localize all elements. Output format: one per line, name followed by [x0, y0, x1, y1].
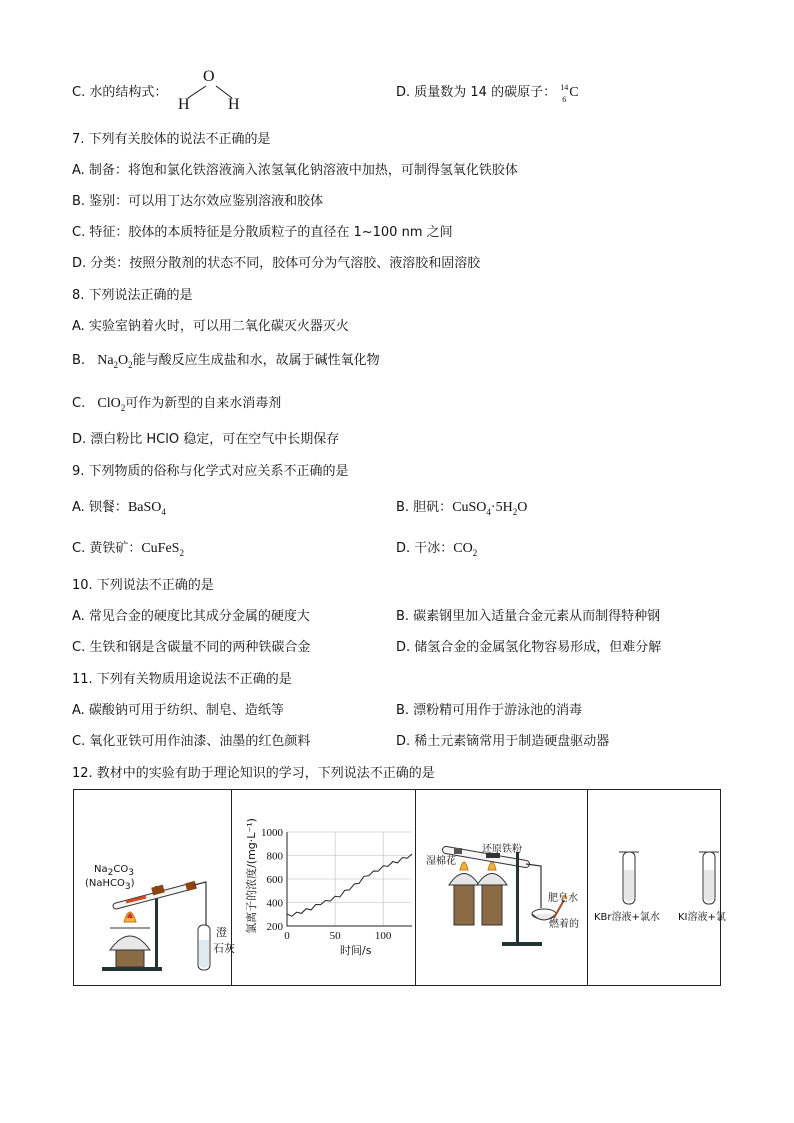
q9-option-c-text: C. 黄铁矿：: [72, 541, 142, 556]
q11-stem: 11. 下列有关物质用途说法不正确的是: [72, 672, 292, 687]
co-subscript: 2: [472, 547, 478, 558]
q8-option-b-formula: [97, 353, 132, 368]
chart-y-tick-label: 600: [266, 874, 283, 886]
q8-option-c: [72, 396, 281, 412]
water-structure-formula: [170, 66, 250, 118]
chart-y-tick-label: 800: [266, 850, 283, 863]
q7-option-c: C. 特征：胶体的本质特征是分散质粒子的直径在 1~100 nm 之间: [72, 225, 453, 240]
na-label-sub-1: 2: [107, 868, 114, 878]
chart-y-axis-label: 氯离子的浓度/(mg·L⁻¹): [244, 818, 258, 934]
na-symbol: Na: [97, 353, 114, 368]
q10-option-c: C. 生铁和钢是含碳量不同的两种铁碳合金: [72, 640, 311, 655]
nahco-label-sub: 3: [124, 882, 131, 892]
cufes-symbol: CuFeS: [141, 541, 180, 556]
carbon-symbol: C: [569, 85, 579, 100]
chloride-line-chart: [232, 790, 415, 985]
q11-option-c: C. 氧化亚铁可用作油漆、油墨的红色颜料: [72, 734, 311, 749]
water-o-atom: O: [203, 68, 215, 85]
q10-option-b: B. 碳素钢里加入适量合金元素从而制得特种钢: [396, 609, 661, 624]
ki-tube-label: KI溶液+氯: [678, 912, 726, 923]
o-subscript: 2: [128, 359, 133, 370]
water-of-crystallization: ·5H: [490, 500, 513, 515]
figure-chloride-chart: [232, 790, 415, 985]
q9-option-a-formula: [128, 500, 166, 515]
chart-ticks: [261, 827, 392, 942]
co-symbol: CO: [453, 541, 473, 556]
q9-option-b-formula: [452, 500, 527, 515]
q12-figure-table: [73, 789, 726, 986]
chart-y-tick-label: 400: [266, 897, 283, 910]
baso-subscript: 4: [161, 506, 166, 517]
q8-option-a: A. 实验室钠着火时，可以用二氧化碳灭火器灭火: [72, 319, 349, 334]
q8-stem: 8. 下列说法正确的是: [72, 288, 193, 303]
chart-x-tick-label: 100: [374, 930, 392, 942]
iron-powder-label: 还原铁粉: [482, 844, 522, 855]
q11-option-d: D. 稀土元素镝常用于制造硬盘驱动器: [396, 734, 610, 749]
limewater-label-1: 澄: [216, 926, 227, 939]
clo-symbol: ClO: [97, 396, 121, 411]
figure-iron-steam: [416, 790, 587, 985]
co-label-sub-1: 3: [128, 868, 134, 878]
q12-stem: 12. 教材中的实验有助于理论知识的学习，下列说法不正确的是: [72, 766, 435, 781]
clo-subscript: 2: [120, 402, 126, 413]
q10-stem: 10. 下列说法不正确的是: [72, 578, 214, 593]
cuso-symbol: CuSO: [452, 500, 487, 515]
na-label-1: Na: [94, 864, 108, 875]
water-subscript: 2: [512, 506, 518, 517]
carbon-mass-number: 14: [560, 83, 569, 92]
chart-grid: [287, 832, 412, 926]
q8-option-c-letter: C.: [72, 396, 86, 411]
bicarbonate-label: [85, 878, 135, 890]
chart-y-tick-label: 200: [266, 921, 283, 933]
burning-stick-label: 燃着的: [549, 919, 579, 930]
q9-option-a: [72, 500, 166, 516]
q9-option-b: [396, 500, 527, 516]
q8-option-b-letter: B.: [72, 353, 86, 368]
q6-option-c-text: C. 水的结构式：: [72, 85, 168, 100]
q9-option-d-text: D. 干冰：: [396, 541, 454, 556]
q6-option-d-text: D. 质量数为 14 的碳原子：: [396, 85, 557, 100]
q11-option-b: B. 漂粉精可用作于游泳池的消毒: [396, 703, 583, 718]
iron-steam-apparatus-drawing: [416, 790, 587, 985]
carbon-atomic-number: 6: [562, 95, 567, 104]
baso-symbol: BaSO: [127, 500, 162, 515]
chart-x-tick-label: 0: [284, 930, 290, 942]
water-h-atom-right: H: [228, 96, 240, 113]
q9-option-c: [72, 541, 184, 557]
q9-option-c-formula: [141, 541, 184, 556]
q9-option-b-text: B. 胆矾：: [396, 500, 453, 515]
carbon-isotope-scripts: [560, 83, 569, 104]
q6-option-d: [396, 83, 579, 104]
chloride-series-line: [287, 854, 412, 916]
q10-option-a: A. 常见合金的硬度比其成分金属的硬度大: [72, 609, 310, 624]
limewater-label-2: 石灰: [213, 942, 235, 955]
q10-option-d: D. 储氢合金的金属氢化物容易形成，但难分解: [396, 640, 662, 655]
q11-option-a: A. 碳酸钠可用于纺织、制皂、造纸等: [72, 703, 284, 718]
co-label-1: CO: [113, 864, 129, 875]
q9-option-d-formula: [453, 541, 477, 556]
wet-cotton-label: 湿棉花: [426, 856, 456, 867]
q8-option-d: D. 漂白粉比 HClO 稳定，可在空气中长期保存: [72, 432, 340, 447]
chart-x-axis-label: 时间/s: [340, 944, 372, 957]
chart-x-tick-label: 50: [329, 930, 341, 942]
cuso-subscript: 4: [486, 506, 491, 517]
nahco-label: (NaHCO: [85, 878, 125, 889]
soap-water-label: 肥皂水: [548, 893, 578, 904]
water-h-atom-left: H: [178, 96, 190, 113]
q7-stem: 7. 下列有关胶体的说法不正确的是: [72, 132, 271, 147]
carbonate-label: [94, 864, 134, 876]
q8-option-b: [72, 353, 380, 369]
o-symbol: O: [118, 353, 129, 368]
q8-option-c-formula: [97, 396, 125, 411]
figure-halogen-tubes: [588, 790, 726, 985]
q7-option-d: D. 分类：按照分散剂的状态不同，胶体可分为气溶胶、液溶胶和固溶胶: [72, 256, 481, 271]
chart-y-tick-label: 1000: [261, 827, 283, 839]
nahco-label-paren: ): [130, 878, 135, 889]
q8-option-b-text: 能与酸反应生成盐和水，故属于碱性氧化物: [132, 353, 380, 368]
cufes-subscript: 2: [179, 547, 184, 558]
q8-option-c-text: 可作为新型的自来水消毒剂: [125, 396, 282, 411]
figure-heating-carbonate: [74, 790, 235, 985]
q9-option-d: [396, 541, 477, 557]
halogen-tubes-drawing: [588, 790, 721, 985]
q7-option-b: B. 鉴别：可以用丁达尔效应鉴别溶液和胶体: [72, 194, 324, 209]
q9-option-a-text: A. 钡餐：: [72, 500, 128, 515]
q7-option-a: A. 制备：将饱和氯化铁溶液滴入浓氢氧化钠溶液中加热，可制得氢氧化铁胶体: [72, 163, 518, 178]
q9-stem: 9. 下列物质的俗称与化学式对应关系不正确的是: [72, 464, 349, 479]
water-o-symbol: O: [517, 500, 528, 515]
kbr-tube-label: KBr溶液+氯水: [594, 912, 660, 923]
q6-option-c: [72, 85, 167, 101]
na-subscript: 2: [113, 359, 119, 370]
